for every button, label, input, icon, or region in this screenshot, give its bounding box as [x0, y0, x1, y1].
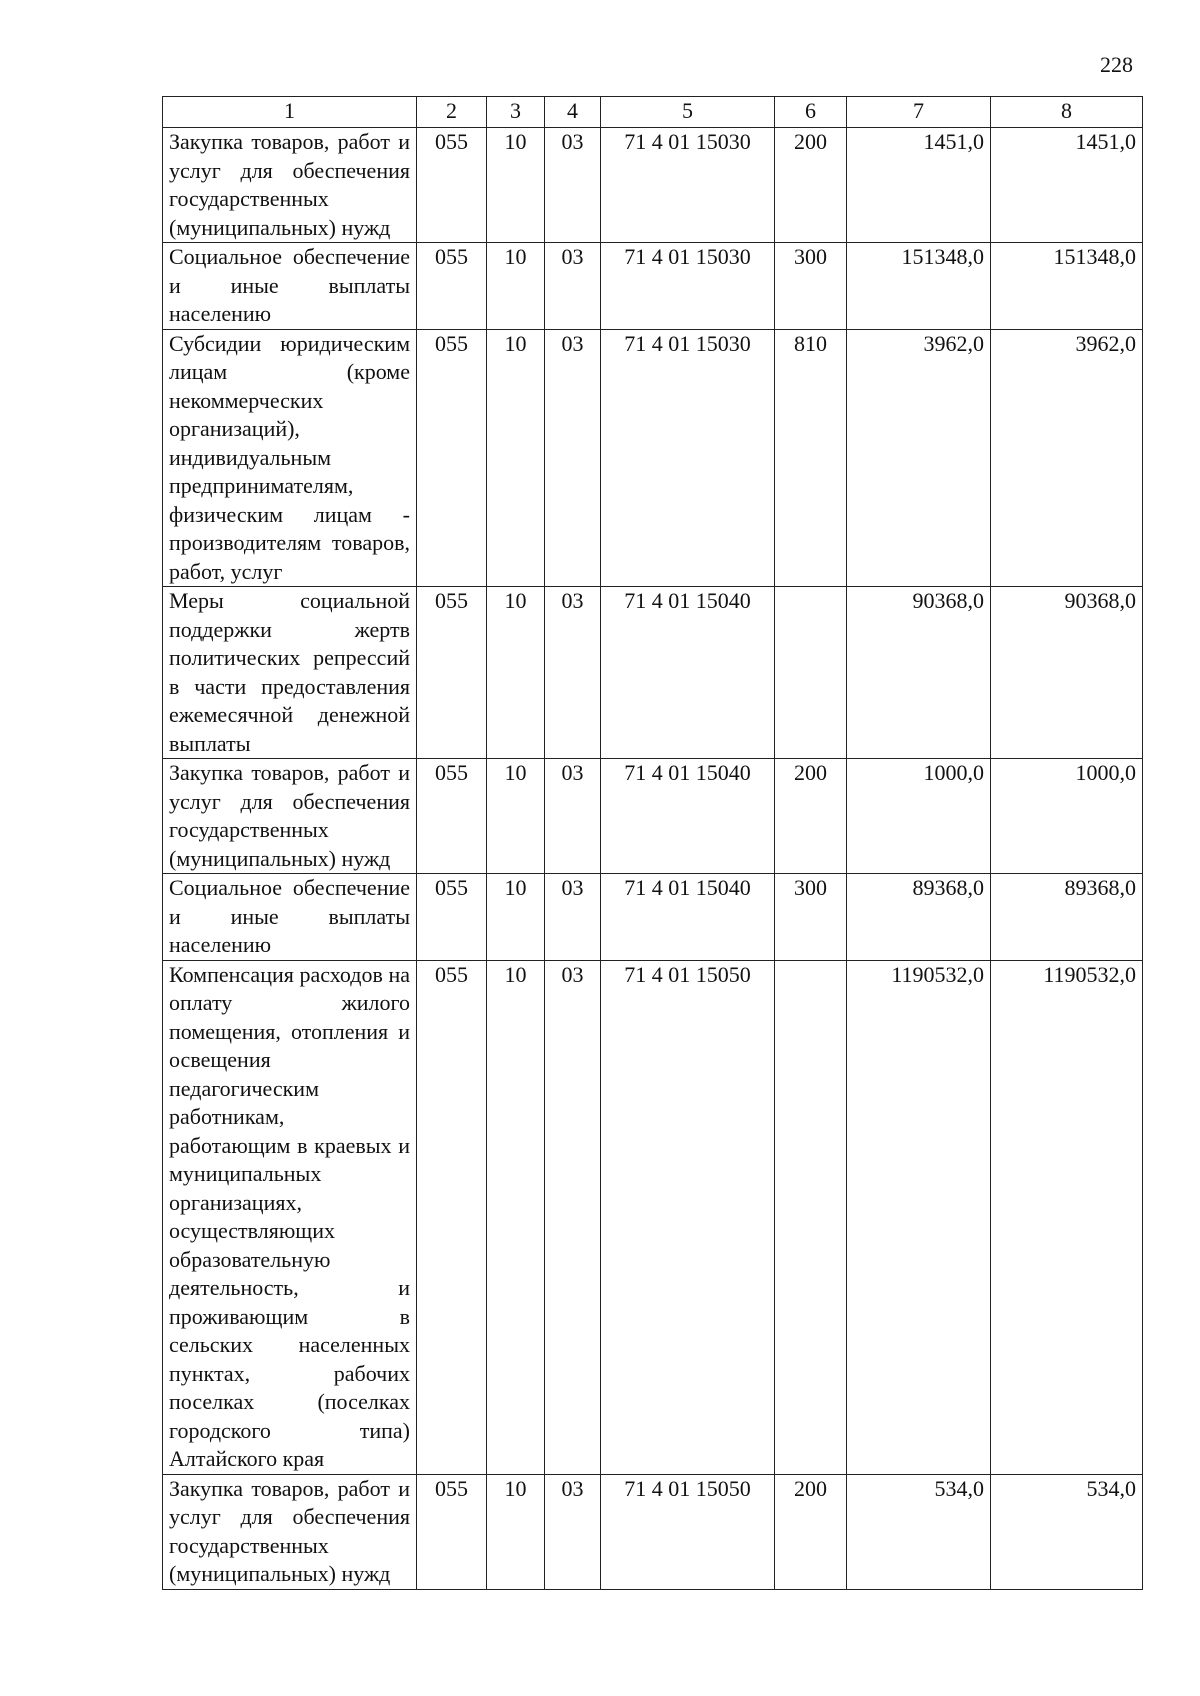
table-row [163, 960, 1143, 1474]
row-expense-type [775, 587, 847, 759]
row-amount-1: 89368,0 [847, 874, 991, 961]
row-ministry-code: 055 [417, 874, 487, 961]
row-name: Социальное обеспечение и иные выплаты населению [163, 243, 417, 330]
header-col-2: 2 [417, 97, 487, 128]
row-expense-type: 200 [775, 1474, 847, 1589]
row-expense-type: 300 [775, 874, 847, 961]
row-ministry-code: 055 [417, 759, 487, 874]
row-subsection: 03 [545, 243, 601, 330]
header-col-5: 5 [601, 97, 775, 128]
row-section: 10 [487, 128, 545, 243]
row-section: 10 [487, 243, 545, 330]
row-expense-type [775, 960, 847, 1474]
header-col-6: 6 [775, 97, 847, 128]
row-name: Компенсация расходов на оплату жилого помещения, отопления и освещения педагогическим работникам, работающим в краевых и муниципальных организациях, осуществляющих образовательную деятельность, и проживающим в сельских населенных пунктах, рабочих поселках (поселках городского типа) Алтайского края [163, 960, 417, 1474]
row-name: Субсидии юридическим лицам (кроме некоммерческих организаций), индивидуальным предпринимателям, физическим лицам - производителям товаров, работ, услуг [163, 329, 417, 587]
row-ministry-code: 055 [417, 243, 487, 330]
header-col-8: 8 [991, 97, 1143, 128]
row-ministry-code: 055 [417, 329, 487, 587]
table-row [163, 243, 1143, 330]
row-amount-2: 3962,0 [991, 329, 1143, 587]
row-subsection: 03 [545, 759, 601, 874]
header-col-1: 1 [163, 97, 417, 128]
row-amount-1: 1190532,0 [847, 960, 991, 1474]
row-subsection: 03 [545, 874, 601, 961]
page-number: 228 [1100, 52, 1133, 77]
row-ministry-code: 055 [417, 128, 487, 243]
row-section: 10 [487, 329, 545, 587]
row-amount-2: 1000,0 [991, 759, 1143, 874]
row-name: Закупка товаров, работ и услуг для обеспечения государственных (муниципальных) нужд [163, 759, 417, 874]
row-expense-type: 200 [775, 759, 847, 874]
row-target-article: 71 4 01 15030 [601, 329, 775, 587]
row-expense-type: 200 [775, 128, 847, 243]
row-subsection: 03 [545, 587, 601, 759]
table-row [163, 329, 1143, 587]
row-amount-2: 1190532,0 [991, 960, 1143, 1474]
row-expense-type: 810 [775, 329, 847, 587]
row-amount-1: 1000,0 [847, 759, 991, 874]
row-amount-2: 151348,0 [991, 243, 1143, 330]
row-name: Социальное обеспечение и иные выплаты населению [163, 874, 417, 961]
row-subsection: 03 [545, 128, 601, 243]
row-target-article: 71 4 01 15030 [601, 128, 775, 243]
table-header-row [163, 97, 1143, 128]
table-row [163, 587, 1143, 759]
row-target-article: 71 4 01 15040 [601, 587, 775, 759]
row-amount-2: 89368,0 [991, 874, 1143, 961]
row-name: Закупка товаров, работ и услуг для обеспечения государственных (муниципальных) нужд [163, 128, 417, 243]
table-row [163, 1474, 1143, 1589]
budget-table [162, 96, 1143, 1590]
row-section: 10 [487, 587, 545, 759]
row-amount-1: 3962,0 [847, 329, 991, 587]
table-row [163, 759, 1143, 874]
row-section: 10 [487, 874, 545, 961]
row-target-article: 71 4 01 15040 [601, 874, 775, 961]
header-col-3: 3 [487, 97, 545, 128]
row-amount-2: 1451,0 [991, 128, 1143, 243]
row-section: 10 [487, 1474, 545, 1589]
table-row [163, 874, 1143, 961]
row-amount-1: 151348,0 [847, 243, 991, 330]
row-amount-2: 534,0 [991, 1474, 1143, 1589]
row-amount-2: 90368,0 [991, 587, 1143, 759]
row-section: 10 [487, 960, 545, 1474]
header-col-7: 7 [847, 97, 991, 128]
row-name: Закупка товаров, работ и услуг для обеспечения государственных (муниципальных) нужд [163, 1474, 417, 1589]
row-ministry-code: 055 [417, 960, 487, 1474]
row-target-article: 71 4 01 15050 [601, 1474, 775, 1589]
row-target-article: 71 4 01 15040 [601, 759, 775, 874]
row-amount-1: 90368,0 [847, 587, 991, 759]
row-amount-1: 1451,0 [847, 128, 991, 243]
row-section: 10 [487, 759, 545, 874]
row-subsection: 03 [545, 960, 601, 1474]
row-ministry-code: 055 [417, 587, 487, 759]
row-amount-1: 534,0 [847, 1474, 991, 1589]
row-ministry-code: 055 [417, 1474, 487, 1589]
header-col-4: 4 [545, 97, 601, 128]
row-subsection: 03 [545, 1474, 601, 1589]
row-target-article: 71 4 01 15030 [601, 243, 775, 330]
table-row [163, 128, 1143, 243]
row-name: Меры социальной поддержки жертв политических репрессий в части предоставления ежемесячной денежной выплаты [163, 587, 417, 759]
row-subsection: 03 [545, 329, 601, 587]
row-expense-type: 300 [775, 243, 847, 330]
row-target-article: 71 4 01 15050 [601, 960, 775, 1474]
